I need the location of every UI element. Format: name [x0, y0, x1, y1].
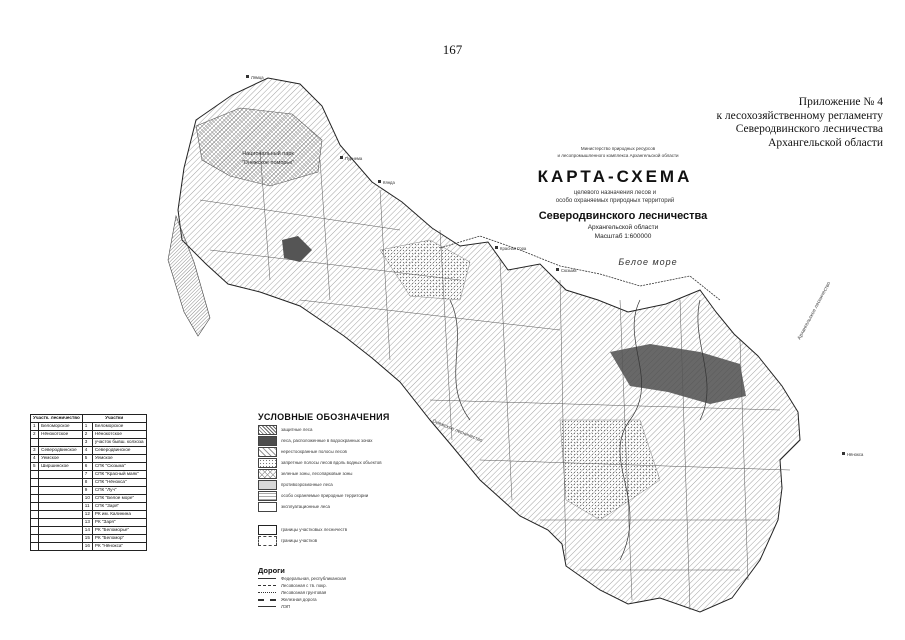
table-row — [31, 471, 147, 479]
village-marker — [340, 156, 343, 159]
map-subtitle1: целевого назначения лесов и — [573, 190, 657, 196]
table-cell — [39, 495, 83, 503]
legend-swatch — [258, 480, 277, 490]
table-cell: 3 — [31, 447, 39, 455]
table-cell: 6 — [82, 463, 92, 471]
table-cell — [31, 503, 39, 511]
legend-label: границы участковых лесничеств — [281, 527, 348, 532]
road-line-symbol — [258, 599, 276, 601]
table-cell — [31, 535, 39, 543]
table-cell: 3 — [82, 439, 92, 447]
ministry-line2: и лесопромышленного комплекса Архангельской области — [557, 153, 679, 158]
district-table — [30, 414, 147, 551]
table-row — [31, 535, 147, 543]
map-scale: Масштаб 1:600000 — [594, 233, 652, 240]
table-cell: 16 — [82, 543, 92, 551]
village-marker — [842, 452, 845, 455]
table-cell — [31, 471, 39, 479]
table-cell: СПК "Белое море" — [92, 495, 146, 503]
table-cell — [31, 439, 39, 447]
road-line-symbol — [258, 585, 276, 586]
table-cell: 2 — [82, 431, 92, 439]
legend-label: защитные леса — [281, 427, 313, 432]
table-cell — [39, 487, 83, 495]
road-line-symbol — [258, 606, 276, 607]
park-label-line1: Национальный парк — [242, 151, 294, 157]
map-title: КАРТА-СХЕМА — [537, 167, 693, 186]
table-cell: Беломорское — [92, 423, 146, 431]
table-cell: 12 — [82, 511, 92, 519]
table-cell — [31, 527, 39, 535]
table-cell: СПК "Луч" — [92, 487, 146, 495]
legend-item — [258, 490, 478, 501]
table-cell: участок бывш. колхоза — [92, 439, 146, 447]
table-cell: Нёнокотское — [92, 431, 146, 439]
table-row — [31, 487, 147, 495]
table-row — [31, 479, 147, 487]
table-cell: РК "Беломорье" — [92, 527, 146, 535]
table-cell: 9 — [82, 487, 92, 495]
appendix-line: Северодвинского лесничества — [735, 123, 883, 135]
table-cell: СПК "Заря" — [92, 503, 146, 511]
table-cell — [31, 543, 39, 551]
table-cell: 1 — [31, 423, 39, 431]
table-row — [31, 447, 147, 455]
road-label: Лесовозная с тв. покр. — [281, 583, 327, 588]
forestry-name: Северодвинского лесничества — [538, 210, 708, 222]
table-cell: 14 — [82, 527, 92, 535]
table-cell: Уемское — [92, 455, 146, 463]
table-cell: 1 — [82, 423, 92, 431]
table-cell: Северодвинское — [39, 447, 83, 455]
legend-label: особо охраняемые природные территории — [281, 493, 369, 498]
road-item — [258, 603, 346, 610]
village-marker — [246, 75, 249, 78]
legend-label: нерестоохранные полосы лесов — [281, 449, 347, 454]
legend-swatch — [258, 436, 277, 446]
table-cell: 15 — [82, 535, 92, 543]
table-row — [31, 511, 147, 519]
appendix-line: Приложение № 4 — [798, 96, 883, 108]
neighbor-forestry-arkhangelsk: Архангельское лесничество — [796, 280, 833, 341]
table-row — [31, 519, 147, 527]
table-cell: 7 — [82, 471, 92, 479]
legend-item — [258, 435, 478, 446]
table-cell: СПК "Красный маяк" — [92, 471, 146, 479]
map-title-block — [538, 146, 709, 267]
table-cell: СПК "Нёнокса" — [92, 479, 146, 487]
legend-boundary-swatch — [258, 525, 277, 535]
neighbor-forestry-onega: Онежское лесничество — [431, 418, 484, 444]
legend-items — [258, 424, 478, 512]
legend-label: эксплуатационные леса — [281, 504, 330, 509]
appendix-line: к лесохозяйственному регламенту — [716, 109, 883, 122]
table-cell: 13 — [82, 519, 92, 527]
village-label: Красная Гора — [500, 246, 527, 251]
table-cell: 11 — [82, 503, 92, 511]
road-label: Лесовозная грунтовая — [281, 590, 327, 595]
table-cell: РК им. Калинина — [92, 511, 146, 519]
table-header-row — [31, 415, 147, 423]
table-cell — [39, 511, 83, 519]
legend-item — [258, 468, 478, 479]
road-item — [258, 575, 346, 582]
road-label: Федеральная, республиканская — [281, 576, 347, 581]
table-row — [31, 455, 147, 463]
table-cell: Беломорское — [39, 423, 83, 431]
road-line-symbol — [258, 592, 276, 593]
legend-item — [258, 424, 478, 435]
table-cell — [31, 487, 39, 495]
legend-swatch — [258, 447, 277, 457]
road-label: Железная дорога — [281, 597, 317, 602]
table-cell — [31, 495, 39, 503]
village-marker — [378, 180, 381, 183]
table-cell — [39, 543, 83, 551]
table-row — [31, 431, 147, 439]
table-row — [31, 495, 147, 503]
legend-label: границы участков — [281, 538, 318, 543]
table-cell: 10 — [82, 495, 92, 503]
table-cell: СПК "Сюзьма" — [92, 463, 146, 471]
map-subtitle2: особо охраняемых природных территорий — [555, 198, 675, 204]
table-cell — [39, 439, 83, 447]
table-cell: 2 — [31, 431, 39, 439]
page-number: 167 — [442, 42, 463, 57]
legend-title: УСЛОВНЫЕ ОБОЗНАЧЕНИЯ — [258, 412, 390, 422]
table-cell: РК "Заря" — [92, 519, 146, 527]
table-cell — [39, 519, 83, 527]
roads-legend — [258, 566, 346, 610]
village-label: Лямца — [251, 75, 264, 80]
road-line-symbol — [258, 578, 276, 579]
table-cell: РК "Нёнокса" — [92, 543, 146, 551]
table-cell — [39, 471, 83, 479]
table-header: Участки — [82, 415, 146, 423]
table-cell — [31, 511, 39, 519]
legend-swatch — [258, 458, 277, 468]
table-cell: Нёнокотское — [39, 431, 83, 439]
table-cell: 4 — [31, 455, 39, 463]
legend-item — [258, 446, 478, 457]
legend-boundary-swatch — [258, 536, 277, 546]
table-header: Участк. лесничество — [31, 415, 83, 423]
road-item — [258, 582, 346, 589]
village-label: Нёнокса — [847, 452, 864, 457]
legend-boundary-item — [258, 535, 478, 546]
table-cell — [39, 527, 83, 535]
table-row — [31, 527, 147, 535]
appendix-line: Архангельской области — [768, 136, 883, 149]
roads-items — [258, 575, 346, 610]
table-row — [31, 439, 147, 447]
table-cell: Северодвинское — [92, 447, 146, 455]
roads-title: Дороги — [258, 566, 285, 575]
table-cell: 4 — [82, 447, 92, 455]
legend — [258, 412, 478, 546]
village-label: Сюзьма — [561, 268, 577, 273]
table-row — [31, 503, 147, 511]
legend-label: леса, расположенные в водоохранных зонах — [281, 438, 373, 443]
table-row — [31, 463, 147, 471]
region-name: Архангельской области — [587, 224, 659, 231]
legend-item — [258, 457, 478, 468]
road-item — [258, 596, 346, 603]
table-cell — [39, 479, 83, 487]
table-cell: Уемское — [39, 455, 83, 463]
table-cell — [31, 519, 39, 527]
table-cell: РК "Беломор" — [92, 535, 146, 543]
legend-swatch — [258, 502, 277, 512]
legend-label: зеленые зоны, лесопарковые зоны — [281, 471, 353, 476]
table-cell — [31, 479, 39, 487]
village-marker — [556, 268, 559, 271]
legend-swatch — [258, 469, 277, 479]
table-cell — [39, 535, 83, 543]
village-label: Пурнема — [345, 156, 363, 161]
legend-boundary-item — [258, 524, 478, 535]
legend-label: противоэрозионные леса — [281, 482, 333, 487]
table-cell: 5 — [31, 463, 39, 471]
table-cell: 8 — [82, 479, 92, 487]
legend-label: запретные полосы лесов вдоль водных объектов — [281, 460, 382, 465]
village-marker — [495, 246, 498, 249]
park-label-line2: "Онежское поморье" — [241, 160, 295, 166]
table-cell: Ширшинское — [39, 463, 83, 471]
legend-swatch — [258, 425, 277, 435]
village-label: Кянда — [383, 180, 395, 185]
legend-swatch — [258, 491, 277, 501]
road-item — [258, 589, 346, 596]
sea-label: Белое море — [618, 257, 678, 267]
ministry-line1: Министерство природных ресурсов — [580, 146, 656, 151]
legend-boundaries — [258, 524, 478, 546]
table-cell: 5 — [82, 455, 92, 463]
table-row — [31, 423, 147, 431]
table-cell — [39, 503, 83, 511]
table-row — [31, 543, 147, 551]
legend-item — [258, 501, 478, 512]
legend-item — [258, 479, 478, 490]
road-label: ЛЭП — [281, 604, 291, 609]
